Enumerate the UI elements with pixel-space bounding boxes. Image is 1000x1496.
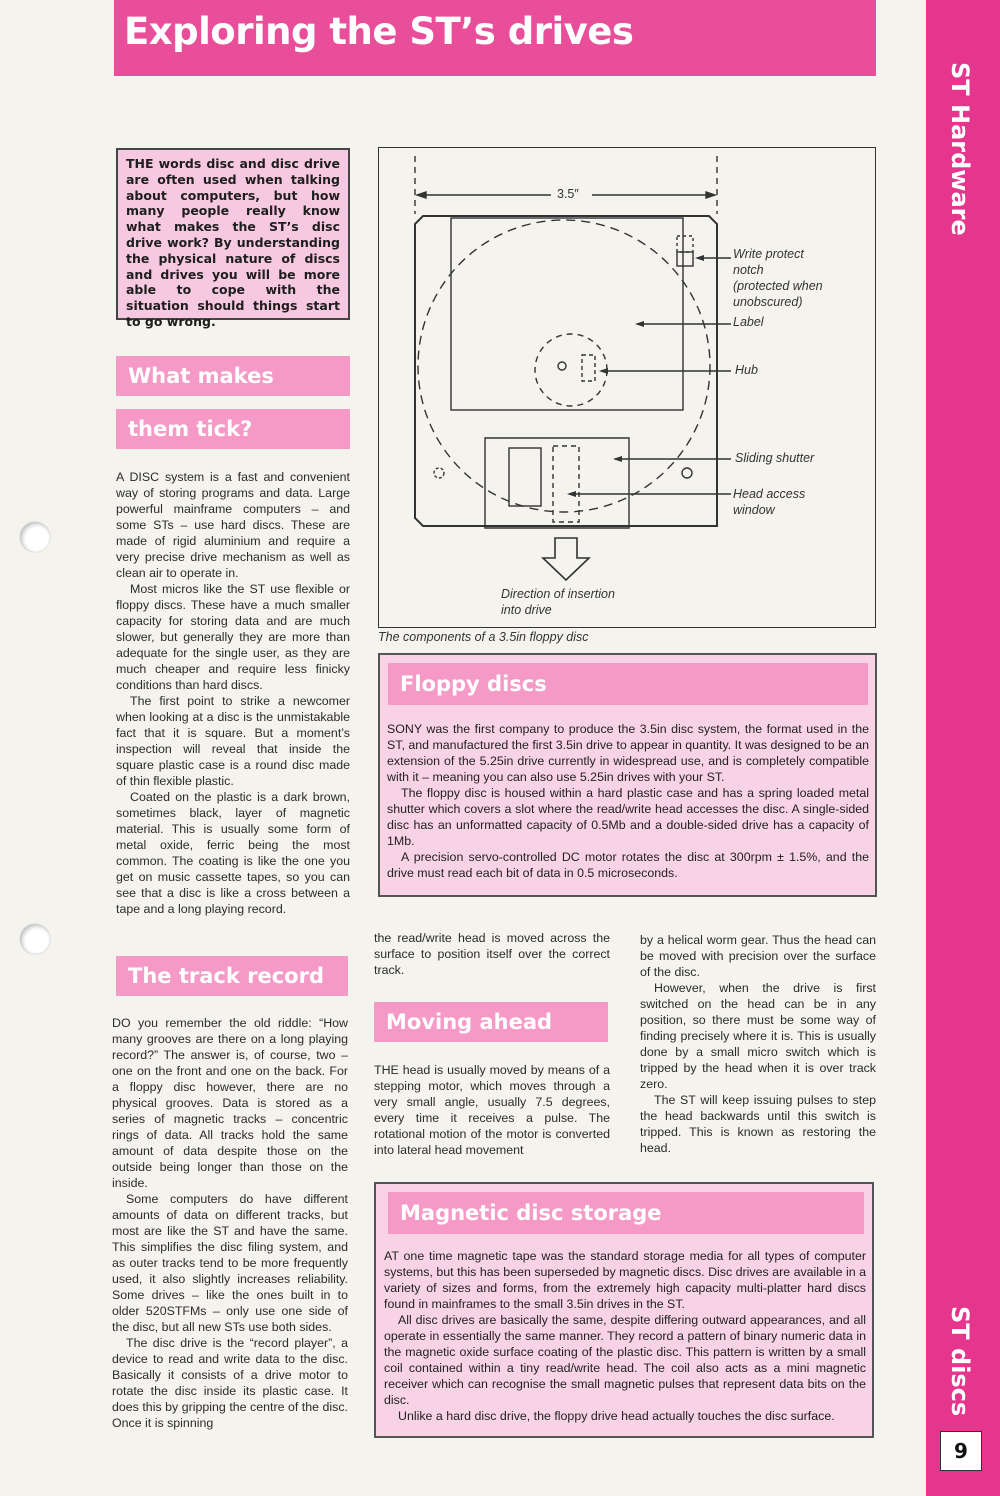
title-banner	[114, 0, 876, 76]
paragraph: THE head is usually moved by means of a stepping motor, which moves through a very small angle, usually 7.5 degrees, every time it receives a pulse. The rotational motion of the motor is converted into lateral head movement	[374, 1063, 610, 1157]
label-insertion: Direction of insertion into drive	[501, 587, 615, 617]
paragraph: The disc drive is the “record player”, a device to read and write data to the disc. Basically it consists of a drive motor to rotate the disc inside its plastic case. It does this by gripping the centre of the disc. Once it is spinning	[112, 1336, 348, 1430]
label-head-access: Head access window	[733, 487, 806, 517]
paragraph: All disc drives are basically the same, despite differing outward appearances, and all operate in essentially the same manner. They record a pattern of binary numeric data in the magnetic oxide surface coating of the plastic disc. This pattern is written by a small coil contained within a tiny read/write head. The coil also acts as a mini magnetic receiver which can recognise the small magnetic pulses that represent data bits on the disc.	[384, 1313, 866, 1407]
page-number: 9	[940, 1431, 982, 1471]
heading-magnetic-storage: Magnetic disc storage	[388, 1192, 864, 1234]
paragraph: DO you remember the old riddle: “How many grooves are there on a long playing record?” The answer is, of course, two – one on the front and one on the back. For a floppy disc however, there are no physical grooves. Data is stored as a series of magnetic tracks – concentric rings of data. All tracks hold the same amount of data despite those on the outside being longer than those on the inside.	[112, 1016, 348, 1190]
side-tab-hardware: ST Hardware	[946, 62, 974, 236]
floppy-discs-box	[378, 653, 877, 897]
column-three	[640, 932, 876, 1156]
column-two-continued	[374, 930, 610, 978]
page-title: Exploring the ST’s drives	[124, 10, 634, 53]
label-write-protect: Write protect notch (protected when unobscured)	[733, 247, 823, 309]
paragraph: Most micros like the ST use flexible or floppy discs. These have a much smaller capacity for storing data and are much slower, but generally they are more than adequate for the single user, as they are much cheaper and require less finicky conditions than hard discs.	[116, 582, 350, 692]
paragraph: AT one time magnetic tape was the standard storage media for all types of computer systems, but this has been superseded by magnetic discs. Disc drives are available in a variety of sizes and forms, from the extremely high capacity multi-platter hard discs found in mainframes to the small 3.5in drives in the ST.	[384, 1249, 866, 1311]
heading-moving-ahead: Moving ahead	[374, 1002, 608, 1042]
magnetic-storage-box	[374, 1182, 874, 1438]
label-hub: Hub	[735, 363, 758, 377]
paragraph: SONY was the first company to produce the 3.5in disc system, the format used in the ST, and manufactured the first 3.5in drive to appear in quantity. It was designed to be an extension of the 5.25in drive currently in widespread use, and is completely compatible with it – meaning you can also use 5.25in drives with your ST.	[387, 722, 869, 784]
paragraph: the read/write head is moved across the surface to position itself over the correct track.	[374, 931, 610, 977]
intro-box: THE words disc and disc drive are often used when talking about computers, but how many people really know what makes the ST’s disc drive work? By understanding the physical nature of discs and drives you will be more able to cope with the situation should things start to go wrong.	[116, 148, 350, 320]
heading-what-makes: What makes	[116, 356, 350, 396]
magnetic-storage-text	[384, 1248, 866, 1424]
label-label: Label	[733, 315, 764, 329]
column-track-record	[112, 1015, 348, 1431]
paragraph: The first point to strike a newcomer when looking at a disc is the unmistakable fact that it is square. But a moment’s inspection will reveal that inside the square plastic case is a round disc made of thin flexible plastic.	[116, 694, 350, 788]
paragraph: However, when the drive is first switched on the head can be in any position, so there must be some way of finding precisely where it is. This is usually done by a small micro switch which is tripped by the head when it is over track zero.	[640, 981, 876, 1091]
label-sliding-shutter: Sliding shutter	[735, 451, 815, 465]
paragraph: The ST will keep issuing pulses to step the head backwards until this switch is tripped. This is known as restoring the head.	[640, 1093, 876, 1155]
floppy-discs-text	[387, 721, 869, 881]
heading-them-tick: them tick?	[116, 409, 350, 449]
paragraph: A precision servo-controlled DC motor rotates the disc at 300rpm ± 1.5%, and the drive must read each bit of data in 0.5 microseconds.	[387, 850, 869, 880]
paragraph: Unlike a hard disc drive, the floppy drive head actually touches the disc surface.	[398, 1409, 835, 1423]
column-moving-ahead	[374, 1062, 610, 1158]
dimension-label: 3.5″	[557, 187, 579, 201]
binder-hole-lower	[20, 924, 50, 954]
heading-track-record: The track record	[116, 956, 348, 996]
binder-hole-upper	[20, 522, 50, 552]
column-what-makes	[116, 469, 350, 917]
paragraph: The floppy disc is housed within a hard plastic case and has a spring loaded metal shutter which covers a slot where the read/write head accesses the disc. A single-sided disc has an unformatted capacity of 0.5Mb and a double-sided drive has a capacity of 1Mb.	[387, 786, 869, 848]
paragraph: by a helical worm gear. Thus the head can be moved with precision over the surface of the disc.	[640, 933, 876, 979]
paragraph: Coated on the plastic is a dark brown, sometimes black, layer of magnetic material. This is usually some form of metal oxide, ferric being the most common. The coating is like the one you get on music cassette tapes, so you can see that a disc is like a cross between a tape and a long playing record.	[116, 790, 350, 916]
floppy-disc-diagram	[379, 148, 877, 629]
figure-frame	[378, 147, 876, 628]
paragraph: A DISC system is a fast and convenient way of storing programs and data. Large powerful mainframe computers – and some STs – use hard discs. These are made of rigid aluminium and require a very precise drive mechanism as well as clean air to operate in.	[116, 470, 350, 580]
side-tab-discs: ST discs	[946, 1306, 974, 1417]
heading-floppy-discs: Floppy discs	[388, 663, 868, 705]
figure-caption: The components of a 3.5in floppy disc	[378, 630, 589, 644]
paragraph: Some computers do have different amounts of data on different tracks, but most are like the ST and have the same. This simplifies the disc filing system, and as outer tracks tend to be more frequently used, it also slightly increases reliability. Some drives – like the ones built in to older 520STFMs – only use one side of the disc, but all new STs use both sides.	[112, 1192, 348, 1334]
